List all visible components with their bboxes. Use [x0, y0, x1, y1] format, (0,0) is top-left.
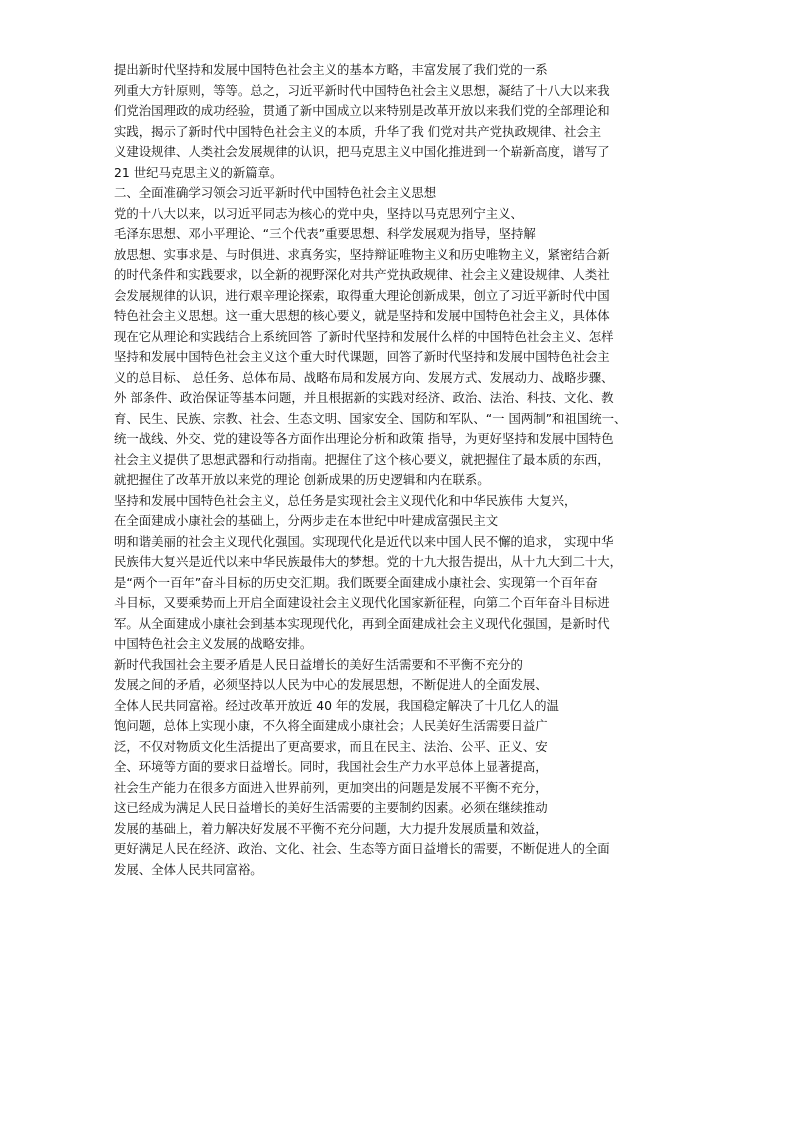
text-line: 全体人民共同富裕。经过改革开放近 40 年的发展，我国稳定解决了十几亿人的温	[114, 697, 559, 713]
text-line: 党的十八大以来，以习近平同志为核心的党中央，坚持以马克思列宁主义、	[114, 205, 523, 221]
text-line: 就把握住了改革开放以来党的理论 创新成果的历史逻辑和内在联系。	[114, 472, 490, 487]
text-line: 在全面建成小康社会的基础上，分两步走在本世纪中叶建成富强民主文	[114, 513, 499, 528]
text-line: 们党治国理政的成功经验，贯通了新中国成立以来特别是改革开放以来我们党的全部理论和	[114, 103, 610, 118]
text-line: 放思想、实事求是、与时俱进、求真务实，坚持辩证唯物主义和历史唯物主义，紧密结合新	[114, 246, 610, 262]
text-line: 社会主义提供了思想武器和行动指南。把握住了这个核心要义，就把握住了最本质的东西，	[114, 451, 610, 467]
text-line: 是“两个一百年”奋斗目标的历史交汇期。我们既要全面建成小康社会、实现第一个百年奋	[114, 574, 598, 590]
text-line: 义建设规律、人类社会发展规律的认识，把马克思主义中国化推进到一个崭新高度，谱写了	[114, 144, 610, 159]
text-line: 民族伟大复兴是近代以来中华民族最伟大的梦想。党的十九大报告提出，从十九大到二十大，	[114, 554, 623, 569]
text-line: 这已经成为满足人民日益增长的美好生活需要的主要制约因素。必须在继续推动	[114, 800, 548, 815]
text-line: 毛泽东思想、邓小平理论、“三个代表”重要思想、科学发展观为指导，坚持解	[114, 226, 536, 241]
text-line: 坚持和发展中国特色社会主义这个重大时代课题，回答了新时代坚持和发展中国特色社会主	[114, 349, 610, 364]
text-line: 中国特色社会主义发展的战略安排。	[114, 636, 313, 651]
text-line: 泛，不仅对物质文化生活提出了更高要求，而且在民主、法治、公平、正义、安	[114, 738, 548, 754]
text-line: 现在它从理论和实践结合上系统回答 了新时代坚持和发展什么样的中国特色社会主义、怎样	[114, 328, 614, 344]
text-line: 21 世纪马克思主义的新篇章。	[114, 164, 283, 180]
text-line: 育、民生、民族、宗教、社会、生态文明、国家安全、国防和军队、“一 国两制”和祖国统一、	[114, 410, 627, 426]
text-line: 发展、全体人民共同富裕。	[114, 861, 263, 877]
section-heading: 二、全面准确学习领会习近平新时代中国特色社会主义思想	[114, 185, 437, 200]
text-line: 军。从全面建成小康社会到基本实现现代化，再到全面建成社会主义现代化强国，是新时代	[114, 615, 610, 631]
text-line: 全、环境等方面的要求日益增长。同时，我国社会生产力水平总体上显著提高，	[114, 759, 548, 774]
text-line: 提出新时代坚持和发展中国特色社会主义的基本方略，丰富发展了我们党的一系	[114, 62, 548, 77]
text-line: 发展的基础上，着力解决好发展不平衡不充分问题，大力提升发展质量和效益，	[114, 820, 548, 836]
text-line: 明和谐美丽的社会主义现代化强国。实现现代化是近代以来中国人民不懈的追求， 实现中华	[114, 533, 614, 549]
document-body	[114, 60, 714, 901]
text-line: 会发展规律的认识，进行艰辛理论探索，取得重大理论创新成果，创立了习近平新时代中国	[114, 287, 610, 303]
text-line: 发展之间的矛盾，必须坚持以人民为中心的发展思想，不断促进人的全面发展、	[114, 677, 548, 692]
text-line: 列重大方针原则，等等。总之，习近平新时代中国特色社会主义思想，凝结了十八大以来我	[114, 82, 610, 98]
text-line: 社会生产能力在很多方面进入世界前列，更加突出的问题是发展不平衡不充分，	[114, 779, 548, 795]
text-line: 新时代我国社会主要矛盾是人民日益增长的美好生活需要和不平衡不充分的	[114, 656, 523, 672]
text-line: 实践，揭示了新时代中国特色社会主义的本质，升华了我 们党对共产党执政规律、社会主	[114, 123, 602, 139]
text-line	[114, 880, 714, 901]
text-line: 坚持和发展中国特色社会主义，总任务是实现社会主义现代化和中华民族伟 大复兴，	[114, 492, 577, 508]
text-line: 饱问题，总体上实现小康，不久将全面建成小康社会；人民美好生活需要日益广	[114, 718, 548, 733]
text-line: 的时代条件和实践要求，以全新的视野深化对共产党执政规律、社会主义建设规律、人类社	[114, 267, 610, 282]
text-line: 统一战线、外交、党的建设等各方面作出理论分析和政策 指导，为更好坚持和发展中国特色	[114, 431, 614, 446]
text-line: 义的总目标、 总任务、总体布局、战略布局和发展方向、发展方式、发展动力、战略步骤、	[114, 369, 614, 385]
text-line: 斗目标，又要乘势而上开启全面建设社会主义现代化国家新征程，向第二个百年奋斗目标进	[114, 595, 610, 610]
text-line: 外 部条件、政治保证等基本问题，并且根据新的实践对经济、政治、法治、科技、文化、教	[114, 390, 614, 405]
text-line: 特色社会主义思想。这一重大思想的核心要义，就是坚持和发展中国特色社会主义，具体体	[114, 308, 610, 323]
text-line: 更好满足人民在经济、政治、文化、社会、生态等方面日益增长的需要，不断促进人的全面	[114, 841, 610, 856]
